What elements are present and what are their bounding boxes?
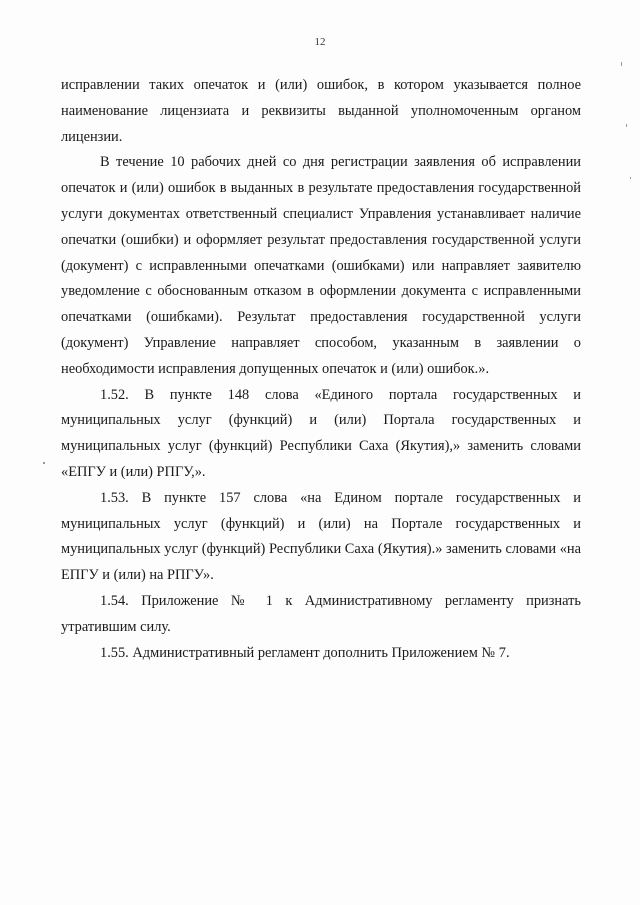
page-number: 12 [314, 36, 326, 48]
scan-speck [626, 124, 627, 127]
paragraph-1-54: 1.54. Приложение № 1 к Административному регламенту признать утратившим силу. [61, 592, 581, 635]
document-body [61, 73, 581, 666]
paragraph-1-53: 1.53. В пункте 157 слова «на Едином портале государственных и муниципальных услуг (функций) и (или) на Портале государственных и муниципальных услуг (функций) Республики Саха (Якутия).» заменить словами «на ЕПГУ и (или) на РПГУ». [61, 489, 581, 584]
paragraph-continuation: исправлении таких опечаток и (или) ошибок, в котором указывается полное наименование лицензиата и реквизиты выданной уполномоченным органом лицензии. [61, 77, 581, 145]
scan-speck [621, 62, 622, 66]
paragraph-1-52: 1.52. В пункте 148 слова «Единого портала государственных и муниципальных услуг (функций) и (или) Портала государственных и муниципальных услуг (функций) Республики Саха (Якутия),» заменить словами «ЕПГУ и (или) РПГУ,». [61, 386, 581, 480]
paragraph-1-55: 1.55. Административный регламент дополнить Приложением № 7. [100, 644, 510, 661]
paragraph-correction-procedure: В течение 10 рабочих дней со дня регистрации заявления об исправлении опечаток и (или) ошибок в выданных в результате предоставления государственной услуги документах ответственный специалист Управления устанавливает наличие опечатки (ошибки) и оформляет результат предоставления государственной услуги (документ) с исправленными опечатками (ошибками) или направляет заявителю уведомление с обоснованным отказом в оформлении документа с исправленными опечатками (ошибками). Результат предоставления государственной услуги (документ) Управление направляет способом, указанным в заявлении о необходимости исправления допущенных опечаток и (или) ошибок.». [61, 154, 581, 377]
scan-speck [630, 177, 631, 179]
scan-speck [43, 462, 45, 464]
